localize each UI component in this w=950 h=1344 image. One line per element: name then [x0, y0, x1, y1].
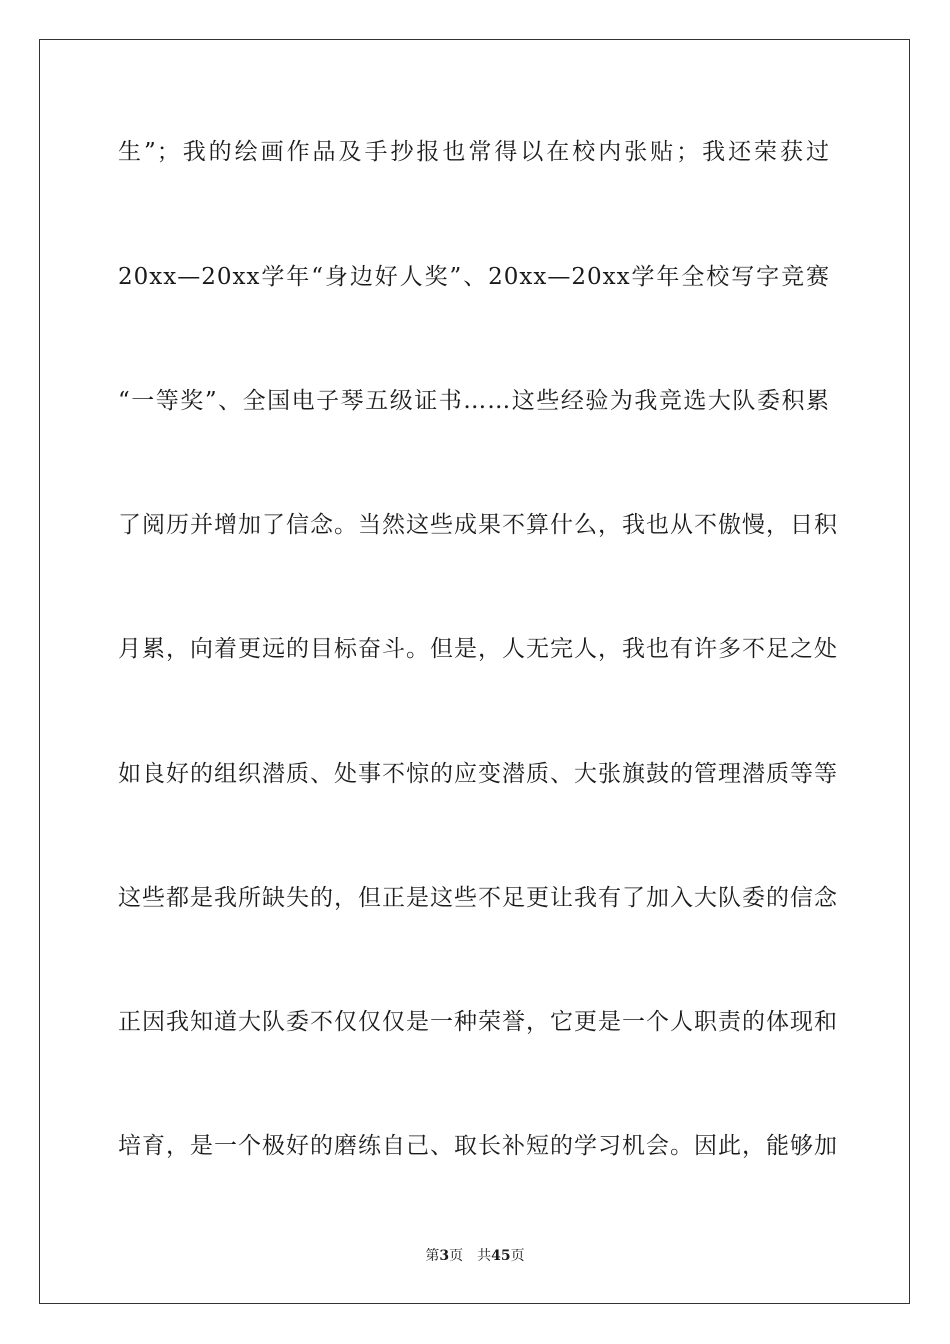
text-line-6: 如良好的组织潜质、处事不惊的应变潜质、大张旗鼓的管理潜质等等 — [118, 761, 838, 787]
text-line-2: 20xx—20xx学年“身边好人奖”、20xx—20xx学年全校写字竞赛 — [118, 264, 830, 290]
text-line-4: 了阅历并增加了信念。当然这些成果不算什么，我也从不傲慢，日积 — [118, 512, 838, 538]
page-border — [39, 39, 910, 1304]
total-pages: 45 — [491, 1248, 511, 1264]
text-line-8: 正因我知道大队委不仅仅仅是一种荣誉，它更是一个人职责的体现和 — [118, 1009, 838, 1035]
text-line-3: “一等奖”、全国电子琴五级证书……这些经验为我竞选大队委积累 — [118, 388, 830, 414]
text-line-5: 月累，向着更远的目标奋斗。但是，人无完人，我也有许多不足之处 — [118, 636, 838, 662]
total-suffix: 页 — [510, 1248, 525, 1264]
page-number: 3 — [439, 1248, 450, 1264]
page-suffix: 页 — [449, 1248, 464, 1264]
page-prefix: 第 — [425, 1248, 440, 1264]
text-line-1: 生”；我的绘画作品及手抄报也常得以在校内张贴；我还荣获过 — [118, 139, 830, 165]
page-footer — [0, 1247, 950, 1265]
total-prefix: 共 — [477, 1248, 492, 1264]
text-line-9: 培育，是一个极好的磨练自己、取长补短的学习机会。因此，能够加 — [118, 1133, 838, 1159]
text-line-7: 这些都是我所缺失的，但正是这些不足更让我有了加入大队委的信念 — [118, 885, 838, 911]
